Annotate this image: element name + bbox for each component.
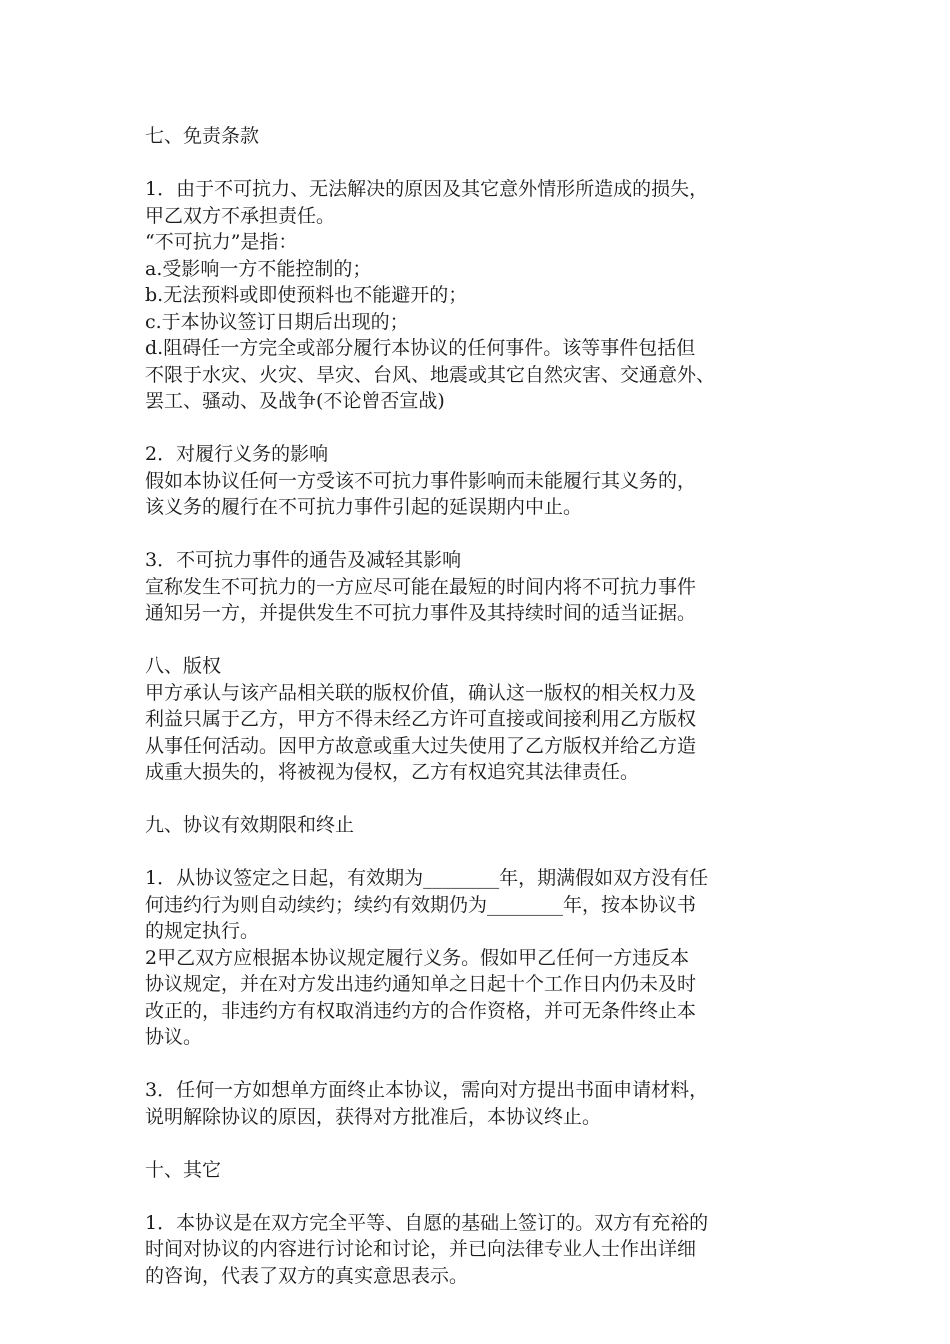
text-line: 说明解除协议的原因，获得对方批准后，本协议终止。 bbox=[145, 1105, 602, 1128]
paragraph-gap bbox=[145, 521, 835, 548]
section-10-clause-1 bbox=[145, 1210, 835, 1290]
text-line: 不限于水灾、火灾、旱灾、台风、地震或其它自然灾害、交通意外、 bbox=[145, 363, 716, 386]
text-line: 的咨询，代表了双方的真实意思表示。 bbox=[145, 1264, 469, 1287]
section-7-clause-1 bbox=[145, 176, 835, 415]
text-line: 从事任何活动。因甲方故意或重大过失使用了乙方版权并给乙方造 bbox=[145, 734, 697, 757]
paragraph-gap bbox=[145, 150, 835, 177]
text-line: 1．本协议是在双方完全平等、自愿的基础上签订的。双方有充裕的 bbox=[145, 1211, 709, 1234]
text-line: b.无法预料或即使预料也不能避开的； bbox=[145, 284, 468, 306]
text-line: 宣称发生不可抗力的一方应尽可能在最短的时间内将不可抗力事件 bbox=[145, 575, 697, 598]
text-line: 1．从协议签定之日起，有效期为________年，期满假如双方没有任 bbox=[145, 867, 709, 889]
text-line: 该义务的履行在不可抗力事件引起的延误期内中止。 bbox=[145, 496, 583, 518]
section-8 bbox=[145, 653, 835, 786]
text-line: 协议规定，并在对方发出违约通知单之日起十个工作日内仍未及时 bbox=[145, 973, 697, 995]
text-line: 何违约行为则自动续约；续约有效期仍为________年，按本协议书 bbox=[145, 893, 697, 916]
text-line: 3．不可抗力事件的通告及减轻其影响 bbox=[145, 549, 462, 571]
text-line: 的规定执行。 bbox=[145, 920, 260, 942]
text-line: 改正的，非违约方有权取消违约方的合作资格，并可无条件终止本 bbox=[145, 999, 697, 1022]
section-10-heading: 十、其它 bbox=[145, 1158, 222, 1181]
text-line: 通知另一方，并提供发生不可抗力事件及其持续时间的适当证据。 bbox=[145, 602, 697, 624]
text-line: 假如本协议任何一方受该不可抗力事件影响而未能履行其义务的， bbox=[145, 469, 697, 492]
text-line: 2甲乙双方应根据本协议规定履行义务。假如甲乙任何一方违反本 bbox=[145, 946, 690, 969]
text-line: a.受影响一方不能控制的； bbox=[145, 257, 372, 280]
text-line: “不可抗力”是指： bbox=[145, 231, 298, 253]
text-line: 3．任何一方如想单方面终止本协议，需向对方提出书面申请材料， bbox=[145, 1079, 709, 1101]
section-9-clause-3 bbox=[145, 1077, 835, 1130]
text-line: 罢工、骚动、及战争(不论曾否宣战) bbox=[145, 390, 445, 412]
text-line: 利益只属于乙方，甲方不得未经乙方许可直接或间接利用乙方版权 bbox=[145, 708, 697, 730]
paragraph-gap bbox=[145, 786, 835, 813]
text-line: 成重大损失的，将被视为侵权，乙方有权追究其法律责任。 bbox=[145, 761, 640, 783]
text-line: c.于本协议签订日期后出现的； bbox=[145, 310, 409, 333]
paragraph-gap bbox=[145, 627, 835, 654]
document-page bbox=[145, 123, 835, 1289]
text-line: 2．对履行义务的影响 bbox=[145, 443, 329, 465]
text-line: 甲方承认与该产品相关联的版权价值，确认这一版权的相关权力及 bbox=[145, 681, 697, 704]
paragraph-gap bbox=[145, 1130, 835, 1157]
paragraph-gap bbox=[145, 415, 835, 442]
text-line: d.阻碍任一方完全或部分履行本协议的任何事件。该等事件包括但 bbox=[145, 337, 696, 359]
section-9-heading: 九、协议有效期限和终止 bbox=[145, 814, 355, 836]
text-line: 时间对协议的内容进行讨论和讨论，并已向法律专业人士作出详细 bbox=[145, 1238, 697, 1260]
section-7-clause-2 bbox=[145, 441, 835, 521]
text-line: 1．由于不可抗力、无法解决的原因及其它意外情形所造成的损失， bbox=[145, 178, 709, 200]
section-7-heading: 七、免责条款 bbox=[145, 125, 260, 147]
paragraph-gap bbox=[145, 839, 835, 866]
text-line: 甲乙双方不承担责任。 bbox=[145, 204, 336, 227]
section-7-clause-3 bbox=[145, 547, 835, 627]
paragraph-gap bbox=[145, 1183, 835, 1210]
text-line: 协议。 bbox=[145, 1026, 203, 1048]
section-8-heading: 八、版权 bbox=[145, 655, 222, 677]
paragraph-gap bbox=[145, 1051, 835, 1078]
section-9-clause-1 bbox=[145, 865, 835, 1051]
